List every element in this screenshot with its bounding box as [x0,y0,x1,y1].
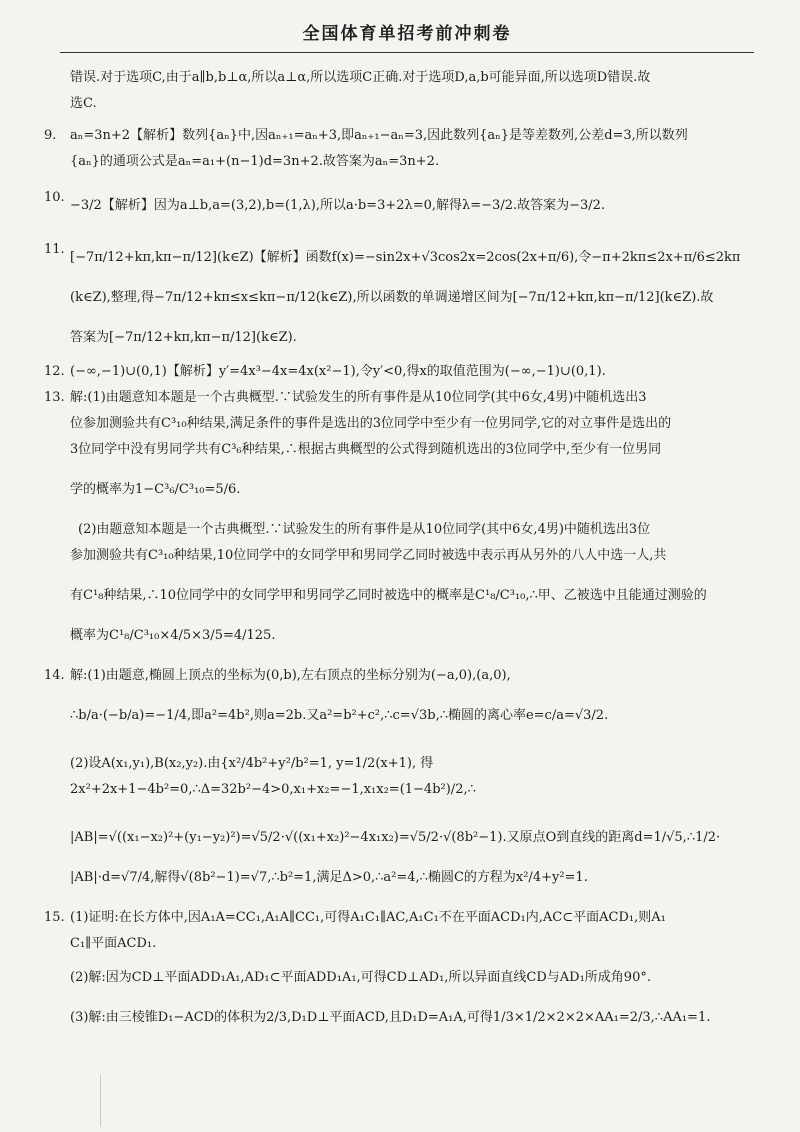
text-line: 概率为C¹₈/C³₁₀×4/5×3/5=4/125. [70,628,276,643]
text-line: (2)解:因为CD⊥平面ADD₁A₁,AD₁⊂平面ADD₁A₁,可得CD⊥AD₁,所以异面直线CD与AD₁所成角90°. [70,970,651,985]
text-line: (2)由题意知本题是一个古典概型.∵试验发生的所有事件是从10位同学(其中6女,4男)中随机选出3位 [78,522,651,537]
text-line: 解:(1)由题意,椭圆上顶点的坐标为(0,b),左右顶点的坐标分别为(−a,0),(a,0), [70,668,511,683]
question-number: 10. [44,190,65,205]
text-line: 选C. [70,96,97,111]
text-line: 错误.对于选项C,由于a∥b,b⊥α,所以a⊥α,所以选项C正确.对于选项D,a,b可能异面,所以选项D错误.故 [70,70,651,85]
question-number: 9. [44,128,57,143]
text-line: (−∞,−1)∪(0,1)【解析】y′=4x³−4x=4x(x²−1),令y′<0,得x的取值范围为(−∞,−1)∪(0,1). [70,364,606,379]
question-10 [44,185,744,227]
text-line: 解:(1)由题意知本题是一个古典概型.∵试验发生的所有事件是从10位同学(其中6女,4男)中随机选出3 [70,390,647,405]
question-number: 15. [44,910,65,925]
question-11 [44,237,744,359]
answer-content [44,65,744,1045]
question-number: 11. [44,242,65,257]
text-line: [−7π/12+kπ,kπ−π/12](k∈Z)【解析】函数f(x)=−sin2x+√3cos2x=2cos(2x+π/6),令−π+2kπ≤2x+π/6≤2kπ [70,250,741,265]
text-line: |AB|·d=√7/4,解得√(8b²−1)=√7,∴b²=1,满足Δ>0,∴a²=4,∴椭圆C的方程为x²/4+y²=1. [70,870,588,885]
text-line: (2)设A(x₁,y₁),B(x₂,y₂).由{x²/4b²+y²/b²=1, y=1/2(x+1), 得2x²+2x+1−4b²=0,∴Δ=32b²−4>0,x₁+x₂=−1,x₁x₂=(1−4b²)/2,∴ [70,756,476,797]
text-line: 学的概率为1−C³₆/C³₁₀=5/6. [70,482,241,497]
question-14 [44,663,744,905]
question-12 [44,359,744,385]
text-line: {aₙ}的通项公式是aₙ=a₁+(n−1)d=3n+2.故答案为aₙ=3n+2. [70,154,440,169]
text-line: 参加测验共有C³₁₀种结果,10位同学中的女同学甲和男同学乙同时被选中表示再从另外的八人中选一人,共 [70,548,667,563]
text-line: ∴b/a·(−b/a)=−1/4,即a²=4b²,则a=2b.又a²=b²+c²,∴c=√3b,∴椭圆的离心率e=c/a=√3/2. [70,708,609,723]
text-line: 答案为[−7π/12+kπ,kπ−π/12](k∈Z). [70,330,297,345]
text-line: |AB|=√((x₁−x₂)²+(y₁−y₂)²)=√5/2·√((x₁+x₂)²−4x₁x₂)=√5/2·√(8b²−1).又原点O到直线的距离d=1/√5,∴1/2· [70,830,721,845]
text-line: (1)证明:在长方体中,因A₁A=CC₁,A₁A∥CC₁,可得A₁C₁∥AC,A₁C₁不在平面ACD₁内,AC⊂平面ACD₁,则A₁ [70,910,666,925]
page-header: 全国体育单招考前冲刺卷 [60,0,754,53]
question-13 [44,385,744,663]
text-line: 位参加测验共有C³₁₀种结果,满足条件的事件是选出的3位同学中至少有一位男同学,它的对立事件是选出的 [70,416,672,431]
question-15 [44,905,744,1045]
q8-continuation [70,65,744,117]
text-line: −3/2【解析】因为a⊥b,a=(3,2),b=(1,λ),所以a·b=3+2λ=0,解得λ=−3/2.故答案为−3/2. [70,198,606,213]
text-line: C₁∥平面ACD₁. [70,936,157,951]
question-number: 12. [44,364,65,379]
text-line: 有C¹₈种结果,∴10位同学中的女同学甲和男同学乙同时被选中的概率是C¹₈/C³₁₀,∴甲、乙被选中且能通过测验的 [70,588,707,603]
scan-edge-line [100,1075,101,1127]
text-line: (k∈Z),整理,得−7π/12+kπ≤x≤kπ−π/12(k∈Z),所以函数的单调递增区间为[−7π/12+kπ,kπ−π/12](k∈Z).故 [70,290,714,305]
text-line: aₙ=3n+2【解析】数列{aₙ}中,因aₙ₊₁=aₙ+3,即aₙ₊₁−aₙ=3,因此数列{aₙ}是等差数列,公差d=3,所以数列 [70,128,688,143]
text-line: 3位同学中没有男同学共有C³₆种结果,∴根据古典概型的公式得到随机选出的3位同学中,至少有一位男同 [70,442,662,457]
question-number: 14. [44,668,65,683]
text-line: (3)解:由三棱锥D₁−ACD的体积为2/3,D₁D⊥平面ACD,且D₁D=A₁A,可得1/3×1/2×2×2×AA₁=2/3,∴AA₁=1. [70,1010,711,1025]
question-number: 13. [44,390,65,405]
question-9 [44,123,744,175]
